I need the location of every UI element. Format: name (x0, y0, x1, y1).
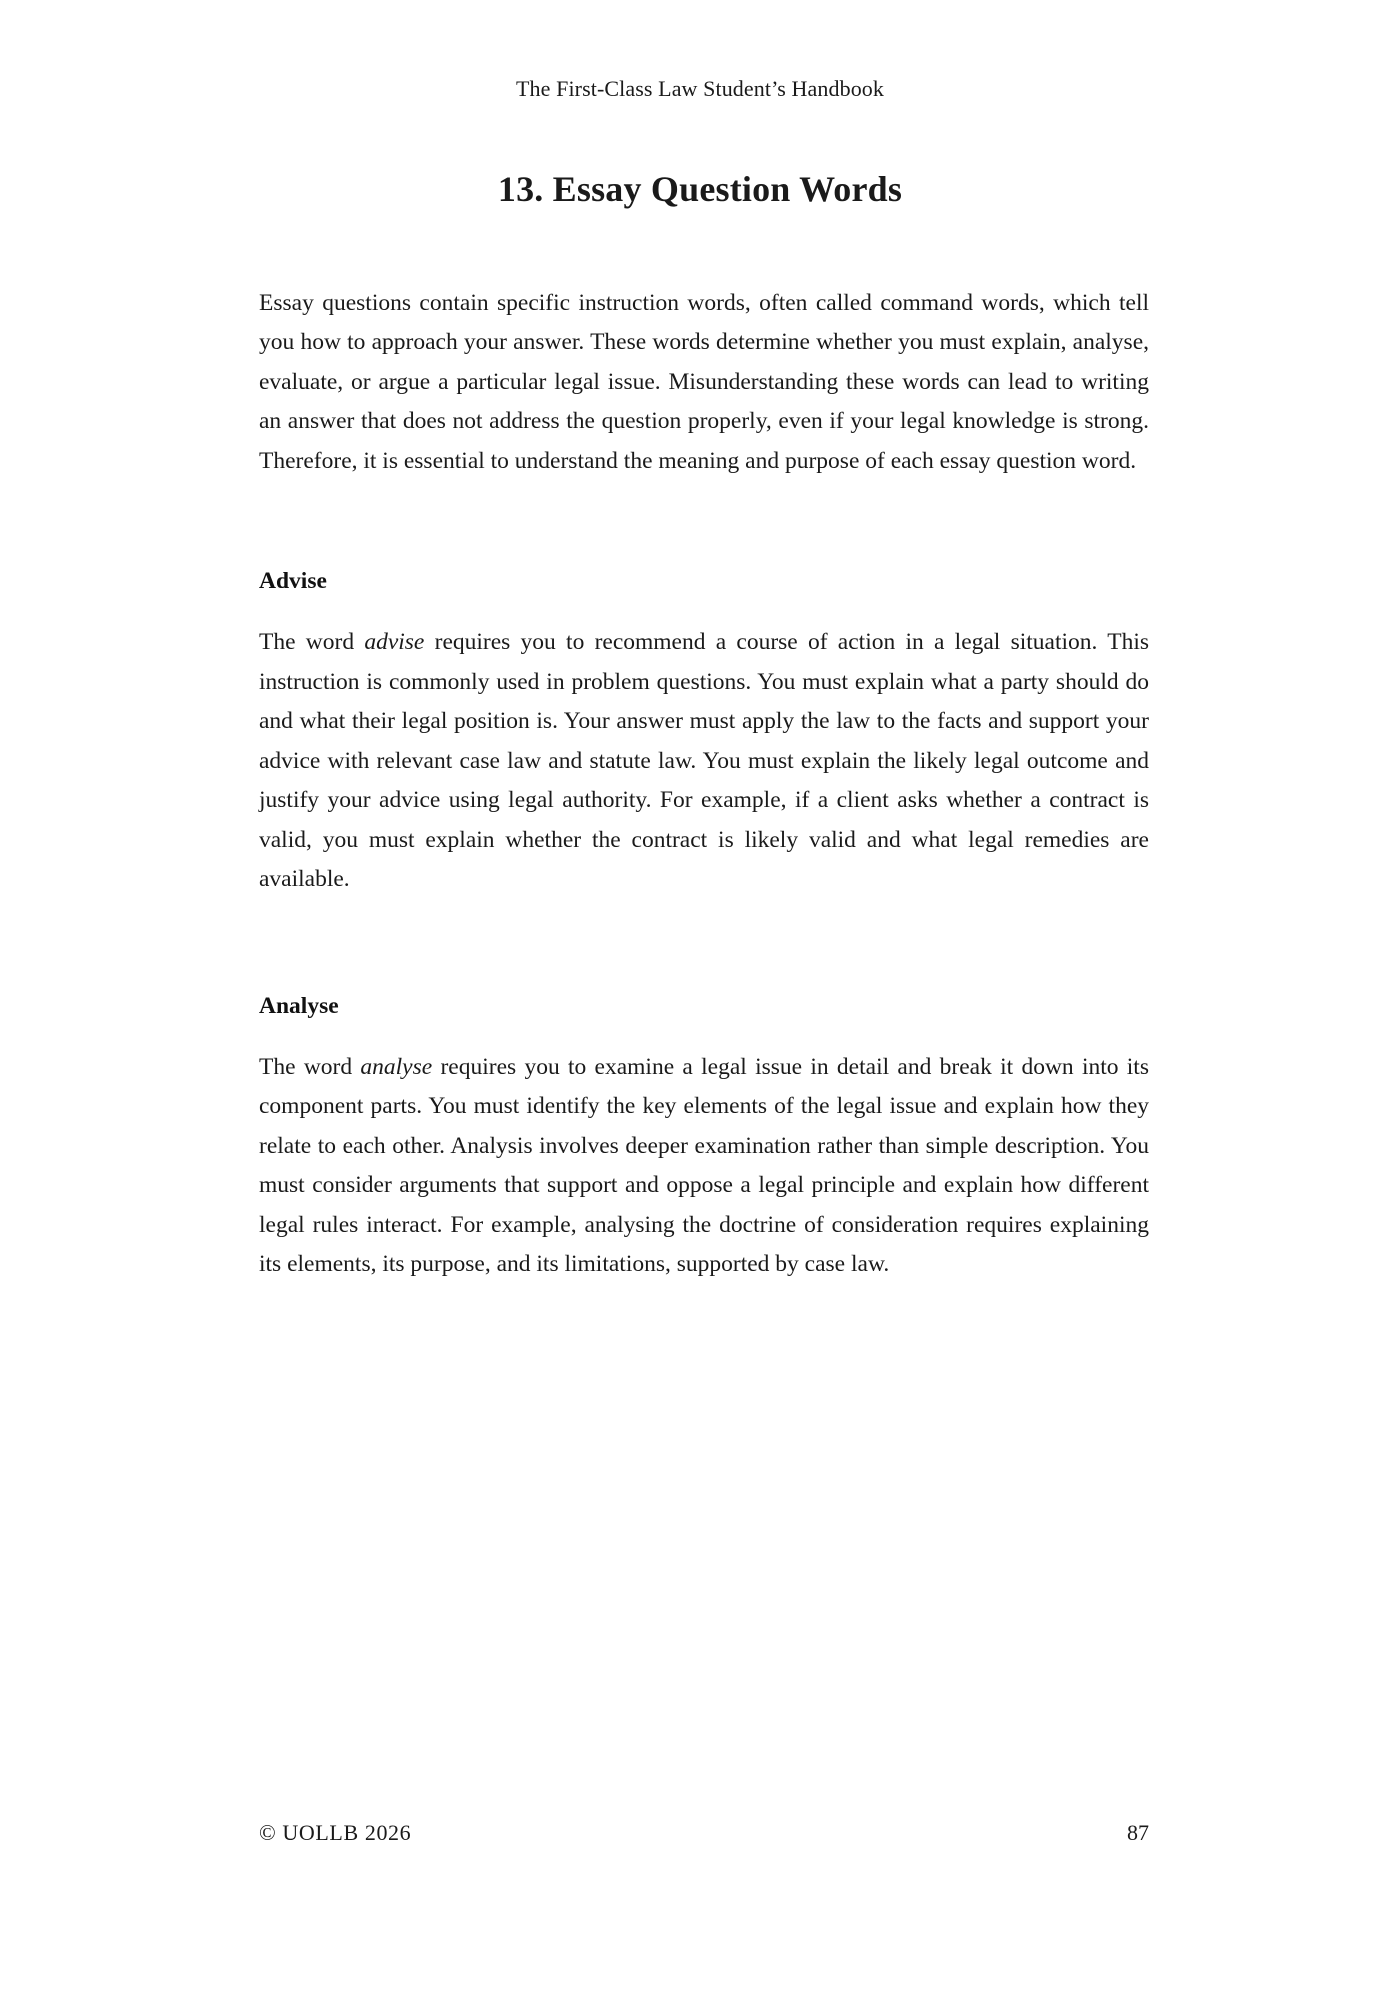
section-body-analyse: requires you to examine a legal issue in detail and break it down into its component parts. You must identify the key elements of the legal issue and explain how they relate to each other. Analysis involves deeper examination rather than simple description. You must consider arguments that support and oppose a legal principle and explain how different legal rules interact. For example, analysing the doctrine of consideration requires explaining its elements, its purpose, and its limitations, supported by case law. (259, 1053, 1149, 1278)
intro-paragraph: Essay questions contain specific instruction words, often called command words, which tell you how to approach your answer. These words determine whether you must explain, analyse, evaluate, or argue a particular legal issue. Misunderstanding these words can lead to writing an answer that does not address the question properly, even if your legal knowledge is strong. Therefore, it is essential to understand the meaning and purpose of each essay question word. (259, 289, 1149, 474)
lead-prefix: The word (259, 629, 365, 656)
intro-block (259, 284, 1149, 482)
section-paragraph-analyse (259, 1048, 1149, 1285)
document-page (150, 0, 1250, 2000)
spacer (259, 481, 1149, 567)
term-analyse: analyse (360, 1053, 433, 1080)
section-analyse (259, 992, 1149, 1285)
section-body-advise: requires you to recommend a course of action in a legal situation. This instruction is commonly used in problem questions. You must explain what a party should do and what their legal position is. Your answer must apply the law to the facts and support your advice with relevant case law and statute law. You must explain the likely legal outcome and justify your advice using legal authority. For example, if a client asks whether a contract is valid, you must explain whether the contract is likely valid and what legal remedies are available. (259, 629, 1149, 893)
section-paragraph-advise (259, 623, 1149, 900)
page-number: 87 (1127, 1820, 1149, 1845)
chapter-title: 13. Essay Question Words (497, 169, 903, 210)
section-heading-advise: Advise (259, 568, 327, 595)
section-advise (259, 567, 1149, 900)
page-footer (251, 1750, 1149, 2000)
spacer (259, 1020, 1149, 1048)
running-header: The First-Class Law Student’s Handbook (516, 76, 884, 101)
lead-prefix: The word (259, 1053, 361, 1080)
copyright-notice: © UOLLB 2026 (259, 1820, 412, 1845)
spacer (259, 900, 1149, 992)
term-advise: advise (364, 629, 425, 656)
page-body (251, 284, 1149, 1285)
section-heading-analyse: Analyse (259, 992, 339, 1019)
spacer (259, 595, 1149, 623)
